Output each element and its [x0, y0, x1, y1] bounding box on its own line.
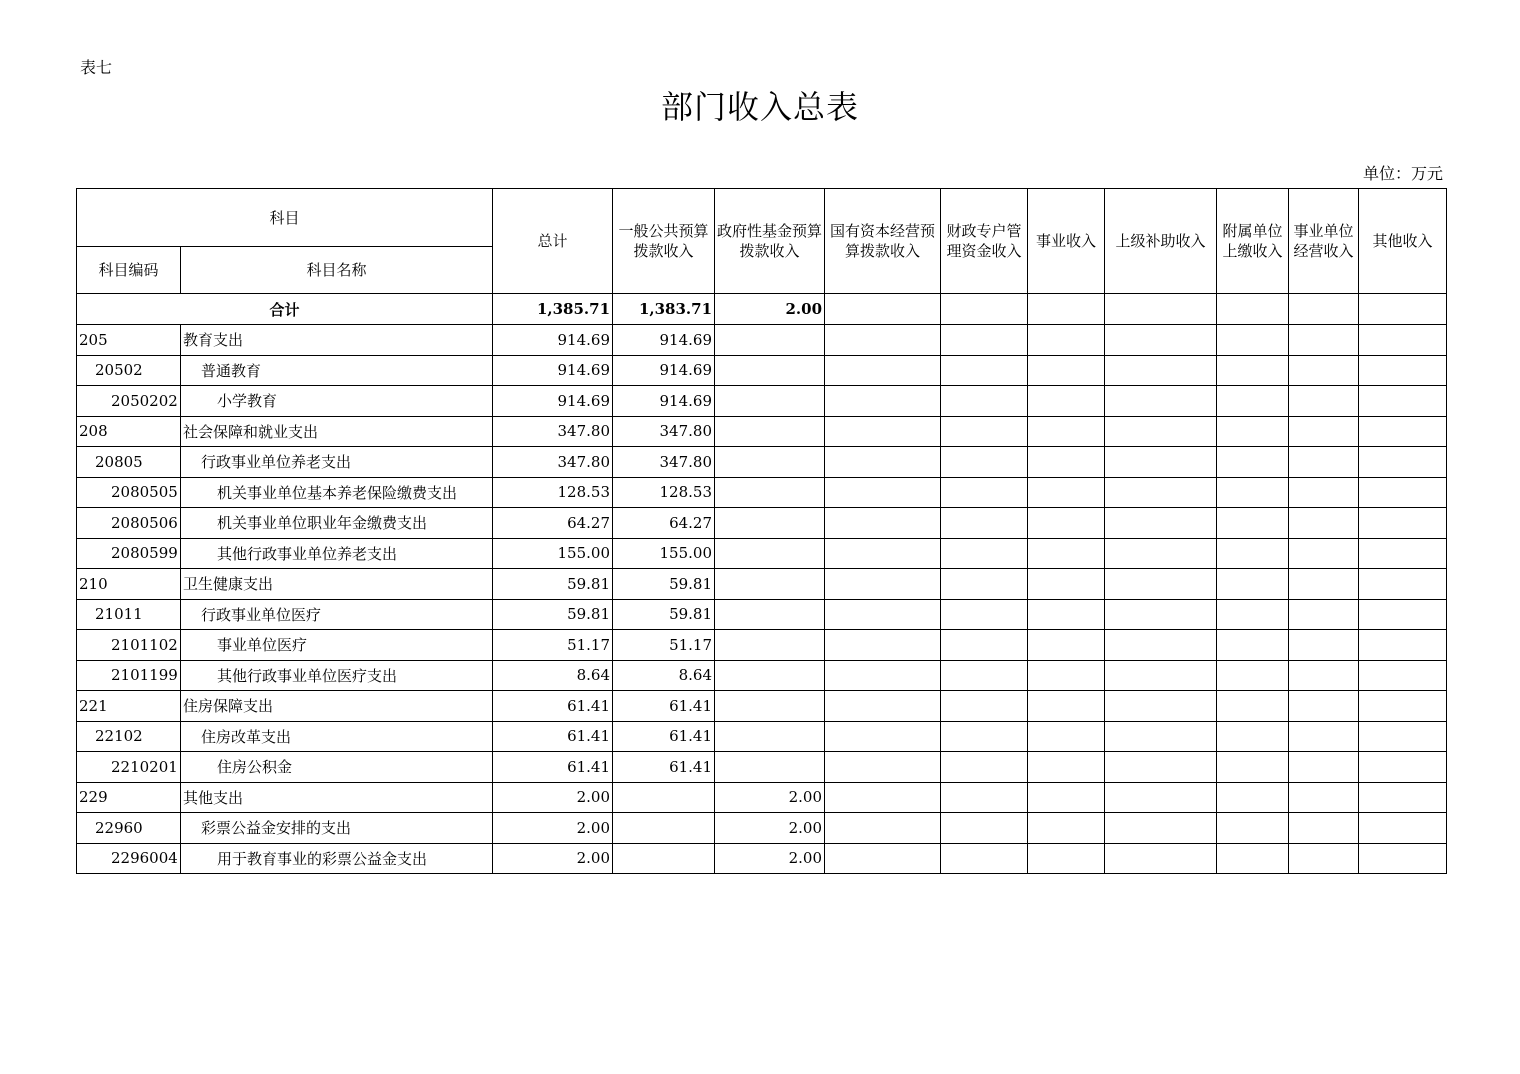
subject-name-cell: 其他支出	[181, 782, 493, 813]
empty-cell	[1105, 569, 1217, 600]
empty-cell	[941, 721, 1028, 752]
subject-name-cell: 普通教育	[181, 355, 493, 386]
empty-cell	[1289, 691, 1359, 722]
table-row	[77, 325, 1447, 356]
subject-name-cell: 卫生健康支出	[181, 569, 493, 600]
empty-cell	[1289, 294, 1359, 325]
empty-cell	[1105, 508, 1217, 539]
subject-name-cell: 其他行政事业单位医疗支出	[181, 660, 493, 691]
header-gov-fund: 政府性基金预算拨款收入	[715, 189, 825, 294]
empty-cell	[1289, 569, 1359, 600]
subject-name-cell: 小学教育	[181, 386, 493, 417]
general-budget-cell	[613, 782, 715, 813]
general-budget-cell: 51.17	[613, 630, 715, 661]
subject-code-cell: 22102	[77, 721, 181, 752]
header-state-capital: 国有资本经营预算拨款收入	[825, 189, 941, 294]
total-cell: 64.27	[493, 508, 613, 539]
subject-code-cell: 20502	[77, 355, 181, 386]
gov-fund-cell	[715, 752, 825, 783]
empty-cell	[825, 630, 941, 661]
gov-fund-cell	[715, 386, 825, 417]
total-cell: 61.41	[493, 691, 613, 722]
gov-fund-cell: 2.00	[715, 843, 825, 874]
gov-fund-cell	[715, 477, 825, 508]
total-cell: 914.69	[493, 325, 613, 356]
empty-cell	[1105, 355, 1217, 386]
subject-name-cell: 住房保障支出	[181, 691, 493, 722]
general-budget-cell	[613, 843, 715, 874]
empty-cell	[1289, 416, 1359, 447]
header-affiliated-income: 附属单位上缴收入	[1217, 189, 1289, 294]
empty-cell	[825, 538, 941, 569]
empty-cell	[1359, 569, 1447, 600]
empty-cell	[1359, 721, 1447, 752]
empty-cell	[1217, 721, 1289, 752]
header-subject: 科目	[77, 189, 493, 247]
empty-cell	[1028, 813, 1105, 844]
empty-cell	[1105, 386, 1217, 417]
empty-cell	[1217, 569, 1289, 600]
subject-name-cell: 住房改革支出	[181, 721, 493, 752]
gov-fund-cell	[715, 416, 825, 447]
total-cell: 155.00	[493, 538, 613, 569]
header-subject-code: 科目编码	[77, 247, 181, 294]
general-budget-cell: 914.69	[613, 355, 715, 386]
gov-fund-cell: 2.00	[715, 294, 825, 325]
table-row	[77, 691, 1447, 722]
empty-cell	[1217, 660, 1289, 691]
header-business-income: 事业收入	[1028, 189, 1105, 294]
empty-cell	[825, 691, 941, 722]
empty-cell	[1105, 538, 1217, 569]
total-cell: 61.41	[493, 721, 613, 752]
empty-cell	[1217, 386, 1289, 417]
empty-cell	[1217, 752, 1289, 783]
empty-cell	[1217, 691, 1289, 722]
gov-fund-cell	[715, 508, 825, 539]
empty-cell	[1028, 630, 1105, 661]
total-row	[77, 294, 1447, 325]
header-total: 总计	[493, 189, 613, 294]
subject-code-cell: 2050202	[77, 386, 181, 417]
empty-cell	[825, 386, 941, 417]
empty-cell	[1028, 355, 1105, 386]
empty-cell	[1359, 660, 1447, 691]
empty-cell	[1217, 599, 1289, 630]
header-operation-income: 事业单位经营收入	[1289, 189, 1359, 294]
total-cell: 2.00	[493, 782, 613, 813]
empty-cell	[941, 660, 1028, 691]
gov-fund-cell	[715, 660, 825, 691]
empty-cell	[1028, 508, 1105, 539]
empty-cell	[1359, 782, 1447, 813]
subject-code-cell: 20805	[77, 447, 181, 478]
gov-fund-cell	[715, 325, 825, 356]
header-special-account: 财政专户管理资金收入	[941, 189, 1028, 294]
general-budget-cell: 128.53	[613, 477, 715, 508]
table-row	[77, 416, 1447, 447]
empty-cell	[1217, 355, 1289, 386]
gov-fund-cell	[715, 630, 825, 661]
general-budget-cell: 8.64	[613, 660, 715, 691]
empty-cell	[825, 508, 941, 539]
table-row	[77, 782, 1447, 813]
empty-cell	[1028, 691, 1105, 722]
empty-cell	[1289, 355, 1359, 386]
subject-code-cell: 2101102	[77, 630, 181, 661]
general-budget-cell: 61.41	[613, 752, 715, 783]
subject-code-cell: 208	[77, 416, 181, 447]
general-budget-cell	[613, 813, 715, 844]
empty-cell	[941, 843, 1028, 874]
header-subject-name: 科目名称	[181, 247, 493, 294]
empty-cell	[825, 416, 941, 447]
empty-cell	[1217, 813, 1289, 844]
table-row	[77, 630, 1447, 661]
empty-cell	[1105, 691, 1217, 722]
gov-fund-cell	[715, 691, 825, 722]
empty-cell	[1217, 447, 1289, 478]
total-cell: 128.53	[493, 477, 613, 508]
empty-cell	[825, 721, 941, 752]
subject-code-cell: 2210201	[77, 752, 181, 783]
empty-cell	[1028, 752, 1105, 783]
empty-cell	[1105, 630, 1217, 661]
empty-cell	[1289, 447, 1359, 478]
empty-cell	[1289, 813, 1359, 844]
empty-cell	[1217, 508, 1289, 539]
gov-fund-cell	[715, 447, 825, 478]
total-cell: 59.81	[493, 569, 613, 600]
empty-cell	[1028, 843, 1105, 874]
total-cell: 51.17	[493, 630, 613, 661]
empty-cell	[1105, 599, 1217, 630]
empty-cell	[825, 447, 941, 478]
total-cell: 347.80	[493, 447, 613, 478]
empty-cell	[1105, 416, 1217, 447]
empty-cell	[1289, 599, 1359, 630]
empty-cell	[825, 782, 941, 813]
unit-label: 单位：万元	[1362, 164, 1443, 183]
empty-cell	[1359, 325, 1447, 356]
subject-code-cell: 22960	[77, 813, 181, 844]
empty-cell	[941, 508, 1028, 539]
table-row	[77, 813, 1447, 844]
empty-cell	[1359, 294, 1447, 325]
income-summary-table	[76, 188, 1447, 874]
empty-cell	[1028, 325, 1105, 356]
empty-cell	[1359, 447, 1447, 478]
page-title: 部门收入总表	[660, 88, 859, 126]
empty-cell	[1028, 447, 1105, 478]
table-row	[77, 843, 1447, 874]
empty-cell	[1289, 538, 1359, 569]
empty-cell	[1359, 355, 1447, 386]
empty-cell	[941, 386, 1028, 417]
table-row	[77, 477, 1447, 508]
table-row	[77, 752, 1447, 783]
empty-cell	[941, 813, 1028, 844]
empty-cell	[1359, 386, 1447, 417]
table-row	[77, 660, 1447, 691]
empty-cell	[825, 599, 941, 630]
total-label: 合计	[77, 294, 493, 325]
table-row	[77, 599, 1447, 630]
subject-code-cell: 2080599	[77, 538, 181, 569]
total-cell: 914.69	[493, 355, 613, 386]
gov-fund-cell	[715, 599, 825, 630]
table-row	[77, 508, 1447, 539]
subject-code-cell: 205	[77, 325, 181, 356]
empty-cell	[1217, 416, 1289, 447]
empty-cell	[825, 660, 941, 691]
empty-cell	[941, 416, 1028, 447]
general-budget-cell: 59.81	[613, 569, 715, 600]
empty-cell	[825, 355, 941, 386]
subject-name-cell: 用于教育事业的彩票公益金支出	[181, 843, 493, 874]
empty-cell	[1105, 477, 1217, 508]
gov-fund-cell	[715, 721, 825, 752]
subject-name-cell: 事业单位医疗	[181, 630, 493, 661]
empty-cell	[1028, 386, 1105, 417]
general-budget-cell: 1,383.71	[613, 294, 715, 325]
total-cell: 2.00	[493, 843, 613, 874]
total-cell: 2.00	[493, 813, 613, 844]
empty-cell	[1359, 599, 1447, 630]
empty-cell	[941, 477, 1028, 508]
general-budget-cell: 64.27	[613, 508, 715, 539]
empty-cell	[941, 782, 1028, 813]
empty-cell	[1217, 843, 1289, 874]
gov-fund-cell: 2.00	[715, 782, 825, 813]
empty-cell	[1217, 630, 1289, 661]
header-general-budget: 一般公共预算拨款收入	[613, 189, 715, 294]
empty-cell	[941, 599, 1028, 630]
empty-cell	[825, 294, 941, 325]
empty-cell	[941, 355, 1028, 386]
total-cell: 8.64	[493, 660, 613, 691]
total-cell: 61.41	[493, 752, 613, 783]
gov-fund-cell	[715, 569, 825, 600]
subject-name-cell: 彩票公益金安排的支出	[181, 813, 493, 844]
empty-cell	[1289, 721, 1359, 752]
subject-code-cell: 229	[77, 782, 181, 813]
empty-cell	[1289, 843, 1359, 874]
general-budget-cell: 155.00	[613, 538, 715, 569]
empty-cell	[941, 630, 1028, 661]
empty-cell	[1289, 386, 1359, 417]
subject-name-cell: 社会保障和就业支出	[181, 416, 493, 447]
subject-code-cell: 2080505	[77, 477, 181, 508]
empty-cell	[1289, 477, 1359, 508]
gov-fund-cell: 2.00	[715, 813, 825, 844]
subject-name-cell: 行政事业单位医疗	[181, 599, 493, 630]
empty-cell	[1289, 630, 1359, 661]
general-budget-cell: 61.41	[613, 691, 715, 722]
subject-code-cell: 21011	[77, 599, 181, 630]
empty-cell	[1028, 660, 1105, 691]
empty-cell	[1217, 538, 1289, 569]
empty-cell	[825, 477, 941, 508]
subject-name-cell: 行政事业单位养老支出	[181, 447, 493, 478]
empty-cell	[1105, 325, 1217, 356]
table-row	[77, 538, 1447, 569]
empty-cell	[1105, 782, 1217, 813]
general-budget-cell: 59.81	[613, 599, 715, 630]
empty-cell	[1359, 630, 1447, 661]
table-row	[77, 447, 1447, 478]
empty-cell	[1028, 416, 1105, 447]
subject-code-cell: 2080506	[77, 508, 181, 539]
empty-cell	[1105, 752, 1217, 783]
empty-cell	[1105, 813, 1217, 844]
total-cell: 914.69	[493, 386, 613, 417]
empty-cell	[941, 569, 1028, 600]
empty-cell	[1289, 508, 1359, 539]
empty-cell	[1217, 477, 1289, 508]
empty-cell	[1028, 477, 1105, 508]
header-superior-subsidy: 上级补助收入	[1105, 189, 1217, 294]
empty-cell	[1289, 325, 1359, 356]
empty-cell	[1289, 660, 1359, 691]
empty-cell	[1028, 569, 1105, 600]
empty-cell	[1359, 538, 1447, 569]
general-budget-cell: 914.69	[613, 386, 715, 417]
empty-cell	[1289, 782, 1359, 813]
empty-cell	[825, 325, 941, 356]
empty-cell	[825, 843, 941, 874]
total-cell: 347.80	[493, 416, 613, 447]
empty-cell	[941, 691, 1028, 722]
subject-name-cell: 机关事业单位职业年金缴费支出	[181, 508, 493, 539]
table-row	[77, 721, 1447, 752]
empty-cell	[1359, 477, 1447, 508]
empty-cell	[941, 447, 1028, 478]
general-budget-cell: 914.69	[613, 325, 715, 356]
empty-cell	[1028, 599, 1105, 630]
general-budget-cell: 347.80	[613, 447, 715, 478]
gov-fund-cell	[715, 538, 825, 569]
empty-cell	[941, 538, 1028, 569]
empty-cell	[1359, 813, 1447, 844]
empty-cell	[1105, 721, 1217, 752]
table-row	[77, 569, 1447, 600]
empty-cell	[1028, 782, 1105, 813]
empty-cell	[1217, 782, 1289, 813]
empty-cell	[825, 569, 941, 600]
subject-name-cell: 住房公积金	[181, 752, 493, 783]
empty-cell	[1028, 538, 1105, 569]
subject-name-cell: 其他行政事业单位养老支出	[181, 538, 493, 569]
empty-cell	[825, 752, 941, 783]
general-budget-cell: 347.80	[613, 416, 715, 447]
empty-cell	[1217, 294, 1289, 325]
total-cell: 59.81	[493, 599, 613, 630]
empty-cell	[1105, 843, 1217, 874]
empty-cell	[1289, 752, 1359, 783]
gov-fund-cell	[715, 355, 825, 386]
subject-name-cell: 机关事业单位基本养老保险缴费支出	[181, 477, 493, 508]
empty-cell	[1359, 508, 1447, 539]
subject-code-cell: 221	[77, 691, 181, 722]
header-other-income: 其他收入	[1359, 189, 1447, 294]
table-row	[77, 355, 1447, 386]
empty-cell	[1028, 721, 1105, 752]
empty-cell	[1105, 447, 1217, 478]
empty-cell	[1359, 691, 1447, 722]
subject-code-cell: 2296004	[77, 843, 181, 874]
subject-name-cell: 教育支出	[181, 325, 493, 356]
table-row	[77, 386, 1447, 417]
general-budget-cell: 61.41	[613, 721, 715, 752]
subject-code-cell: 210	[77, 569, 181, 600]
empty-cell	[1217, 325, 1289, 356]
empty-cell	[1359, 752, 1447, 783]
empty-cell	[1105, 660, 1217, 691]
subject-code-cell: 2101199	[77, 660, 181, 691]
empty-cell	[1105, 294, 1217, 325]
empty-cell	[941, 294, 1028, 325]
table-number-label: 表七	[80, 58, 113, 77]
empty-cell	[1359, 843, 1447, 874]
empty-cell	[1359, 416, 1447, 447]
empty-cell	[1028, 294, 1105, 325]
empty-cell	[941, 325, 1028, 356]
empty-cell	[825, 813, 941, 844]
total-cell: 1,385.71	[493, 294, 613, 325]
empty-cell	[941, 752, 1028, 783]
